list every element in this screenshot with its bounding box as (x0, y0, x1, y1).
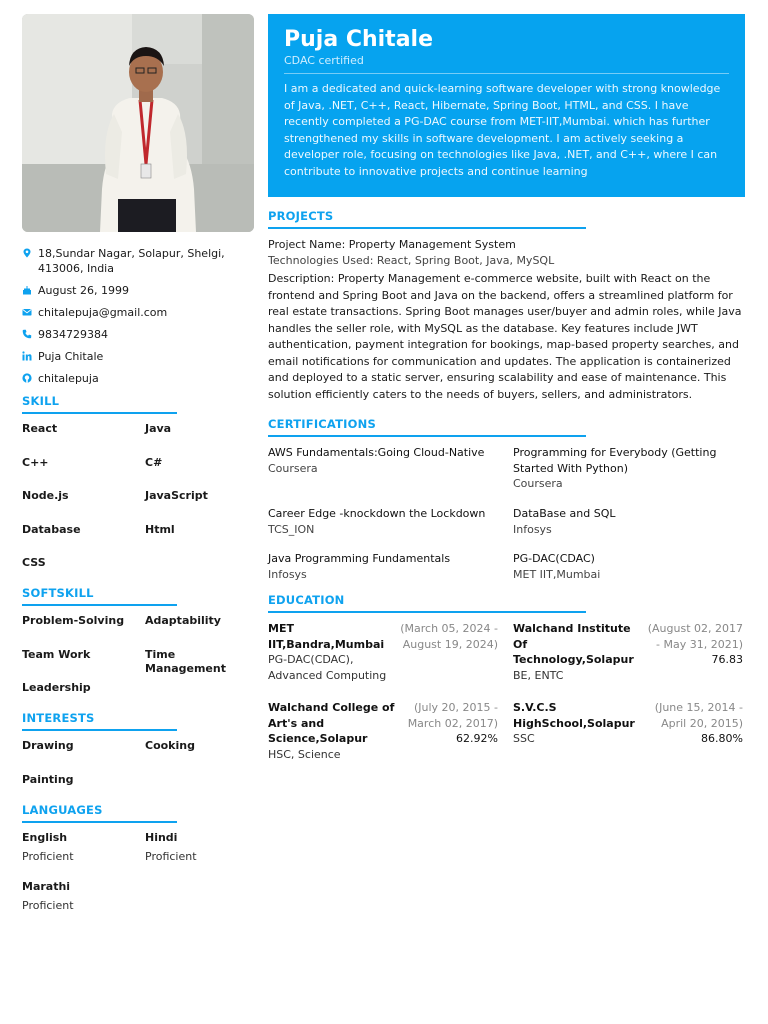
certification-item (268, 445, 513, 506)
certification-item (513, 551, 745, 587)
projects-title: PROJECTS (268, 209, 334, 223)
education-dates: (March 05, 2024 - August 19, 2024) (400, 622, 498, 651)
education-degree: HSC, Science (268, 747, 341, 761)
education-degree: SSC (513, 732, 535, 745)
interest-item: Drawing (22, 739, 74, 752)
language-item (145, 831, 254, 880)
certifications-grid (268, 445, 745, 587)
softskill-divider (22, 604, 177, 606)
linkedin-text[interactable]: Puja Chitale (38, 350, 104, 363)
profile-summary: I am a dedicated and quick-learning software developer with strong knowledge of Java, .NET, C++, React, Hibernate, Spring Boot, HTML, and CSS. I have recently completed a PG-DAC course from MET-IIT,Mumbai. which has further strengthened my skills in software development. I am actively seeking a developer role, focusing on technologies like Java, .NET, and C++, where I can contribute to innovative projects and continue learning (284, 82, 721, 178)
certification-item (513, 506, 745, 551)
education-institution: MET IIT,Bandra,Mumbai (268, 622, 385, 651)
language-level: Proficient (22, 849, 74, 863)
education-institution: S.V.C.S HighSchool,Solapur (513, 701, 635, 730)
language-name: English (22, 830, 68, 844)
header-divider (284, 73, 729, 74)
interests-title: INTERESTS (22, 711, 95, 725)
skill-item: Database (22, 522, 81, 536)
education-item (268, 621, 513, 700)
certification-org: TCS_ION (268, 522, 315, 536)
interests-divider (22, 729, 177, 731)
interest-item: Painting (22, 772, 74, 786)
right-column (268, 14, 745, 770)
skill-item: Html (145, 522, 175, 536)
certification-item (268, 551, 513, 587)
language-level: Proficient (145, 849, 197, 863)
interests-grid (22, 739, 254, 795)
softskill-section (22, 586, 254, 703)
github-icon (22, 371, 38, 383)
education-grid (268, 621, 745, 770)
profile-photo (22, 14, 254, 232)
softskill-item: Adaptability (145, 614, 221, 627)
linkedin-icon (22, 349, 38, 361)
skill-grid (22, 422, 254, 578)
email-text[interactable]: chitalepuja@gmail.com (38, 306, 168, 319)
location-icon (22, 246, 38, 258)
header-banner (268, 14, 745, 197)
education-item (513, 700, 745, 770)
dob-text: August 26, 1999 (38, 284, 129, 297)
certification-title: Java Programming Fundamentals (268, 552, 451, 565)
skill-item: CSS (22, 556, 46, 569)
project-description: Description: Property Management e-commerce website, built with React on the frontend and Spring Boot and Java on the backend, offers a streamlined platform for real estate transactions. Spring Boot manages user/buyer and admin roles, while Java handles the seller role, with MySQL as the database. Key features include JWT authentication, payment integration for bookings, map-based property searches, and email notifications for communication and updates. The application is containerized and deployed to a static server, ensuring scalability and ease of maintenance. This solution efficiently caters to the needs of buyers, sellers, and administrators. (268, 272, 742, 401)
contact-list (22, 246, 254, 386)
skill-item: JavaScript (145, 489, 208, 502)
languages-title: LANGUAGES (22, 802, 103, 817)
softskill-item: Problem-Solving (22, 614, 125, 627)
certifications-title: CERTIFICATIONS (268, 417, 376, 431)
education-dates: (July 20, 2015 - March 02, 2017) (407, 701, 498, 730)
address-text: 18,Sundar Nagar, Solapur, Shelgi, 413006, India (38, 247, 225, 275)
education-degree: PG-DAC(CDAC), Advanced Computing (268, 653, 387, 682)
skill-item: React (22, 422, 58, 435)
contact-linkedin[interactable] (22, 349, 254, 364)
education-item (513, 621, 745, 700)
softskill-grid (22, 614, 254, 703)
language-level: Proficient (22, 898, 74, 912)
softskill-title: SOFTSKILL (22, 586, 94, 600)
skill-divider (22, 412, 177, 414)
languages-section (22, 803, 254, 929)
cake-icon (22, 283, 38, 295)
education-grade: 86.80% (701, 732, 743, 745)
education-grade: 62.92% (456, 732, 498, 745)
projects-divider (268, 227, 586, 229)
github-text[interactable]: chitalepuja (38, 372, 99, 385)
softskill-item: Time Management (145, 647, 226, 675)
skill-item: C# (145, 455, 163, 469)
certification-item (513, 445, 745, 506)
interest-item: Cooking (145, 739, 195, 752)
certification-title: DataBase and SQL (513, 507, 616, 520)
softskill-item: Leadership (22, 681, 91, 694)
contact-dob (22, 283, 254, 298)
skill-title: SKILL (22, 394, 60, 408)
education-institution: Walchand Institute Of Technology,Solapur (513, 622, 634, 666)
education-institution: Walchand College of Art's and Science,Solapur (268, 701, 395, 745)
project-technologies: Technologies Used: React, Spring Boot, Java, MySQL (268, 254, 555, 267)
certifications-section (268, 417, 745, 587)
certification-org: Infosys (513, 522, 552, 536)
contact-email[interactable] (22, 305, 254, 320)
softskill-item: Team Work (22, 647, 91, 661)
education-grade: 76.83 (711, 653, 743, 666)
skill-section (22, 394, 254, 578)
certification-org: Coursera (268, 461, 318, 475)
education-title: EDUCATION (268, 593, 345, 607)
education-item (268, 700, 513, 770)
interests-section (22, 711, 254, 795)
education-section (268, 593, 745, 770)
profile-subtitle: CDAC certified (284, 54, 364, 67)
profile-photo-illustration (22, 14, 254, 232)
language-name: Marathi (22, 879, 71, 893)
language-item (22, 831, 145, 880)
phone-text[interactable]: 9834729384 (38, 328, 108, 341)
certification-org: Coursera (513, 477, 563, 490)
languages-divider (22, 821, 177, 823)
skill-item: Node.js (22, 489, 69, 502)
contact-github[interactable] (22, 371, 254, 386)
education-dates: (June 15, 2014 - April 20, 2015) (654, 701, 743, 730)
contact-phone[interactable] (22, 327, 254, 342)
certification-item (268, 506, 513, 551)
project-name: Project Name: Property Management System (268, 238, 516, 251)
left-column (22, 14, 254, 929)
phone-icon (22, 327, 38, 339)
certification-title: PG-DAC(CDAC) (513, 552, 595, 565)
languages-grid (22, 831, 254, 929)
language-name: Hindi (145, 830, 178, 844)
education-dates: (August 02, 2017 - May 31, 2021) (647, 622, 743, 651)
certifications-divider (268, 435, 586, 437)
certification-title: Programming for Everybody (Getting Started With Python) (513, 446, 717, 475)
profile-name: Puja Chitale (284, 27, 434, 52)
projects-section (268, 209, 745, 403)
email-icon (22, 305, 38, 317)
language-item (22, 880, 145, 929)
skill-item: C++ (22, 455, 49, 469)
certification-org: Infosys (268, 567, 307, 581)
skill-item: Java (145, 422, 172, 435)
certification-org: MET IIT,Mumbai (513, 567, 601, 581)
certification-title: AWS Fundamentals:Going Cloud-Native (268, 446, 485, 459)
education-divider (268, 611, 586, 613)
certification-title: Career Edge -knockdown the Lockdown (268, 507, 486, 520)
contact-address (22, 246, 254, 276)
education-degree: BE, ENTC (513, 668, 564, 682)
